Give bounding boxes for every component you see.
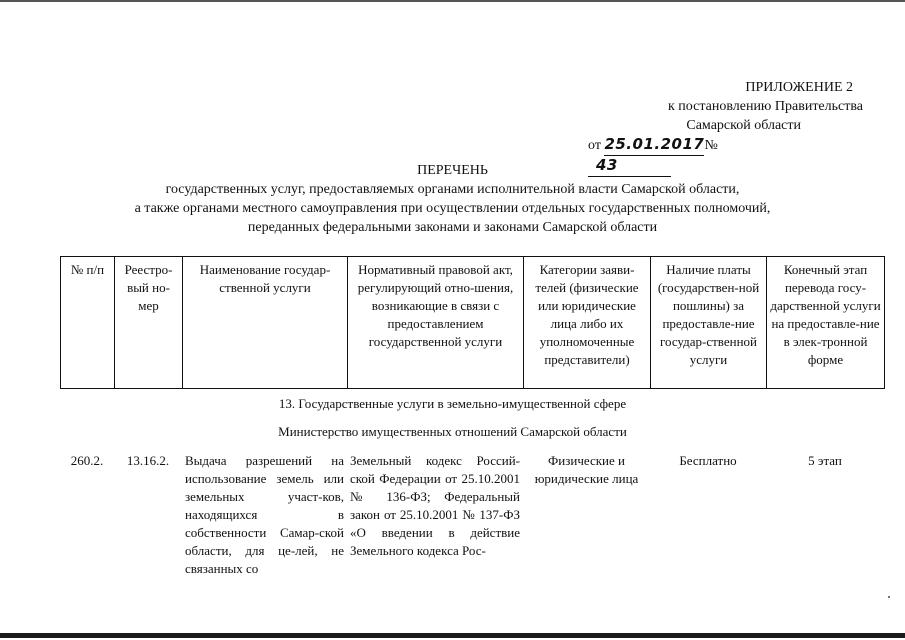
document-heading (0, 161, 905, 237)
appendix-title: ПРИЛОЖЕНИЕ 2 (745, 80, 853, 95)
header-cell-category: Категории заяви-телей (физические или юридические лица либо их уполномоченные представители) (524, 257, 651, 389)
ministry-title: Министерство имущественных отношений Самарской области (278, 424, 627, 439)
bottom-border (0, 633, 905, 638)
row-payment: Бесплатно (679, 453, 737, 468)
header-cell-stage: Конечный этап перевода госу-дарственной услуги на предоставле-ние в элек-тронной форме (767, 257, 885, 389)
header-cell-act: Нормативный правовой акт, регулирующий отно-шения, возникающие в связи с предоставлением государственной услуги (348, 257, 524, 389)
header-cell-registry: Реестро-вый но-мер (115, 257, 183, 389)
header-cell-name: Наименование государ-ственной услуги (183, 257, 348, 389)
from-label: от (588, 138, 601, 153)
appendix-block (563, 78, 863, 174)
appendix-line1: к постановлению Правительства (667, 99, 863, 114)
row-legal-act: Земельный кодекс Россий-ской Федерации от 25.10.2001 № 136-ФЗ; Федеральный закон от 25.10.2001 № 137-ФЗ «О введении в действие Земельного кодекса Рос- (350, 453, 520, 558)
header-cell-payment: Наличие платы (государствен-ной пошлины) за предоставле-ние государ-ственной услуги (651, 257, 767, 389)
handwritten-date: 25.01.2017 (604, 135, 705, 153)
number-label: № (704, 138, 718, 153)
table-header (60, 256, 885, 389)
scan-speck (888, 596, 890, 598)
row-num: 260.2. (70, 453, 104, 468)
top-border (0, 0, 905, 2)
services-table (60, 452, 884, 578)
header-row (61, 257, 885, 389)
appendix-date-line (563, 135, 863, 174)
heading-title: ПЕРЕЧЕНЬ (417, 163, 488, 178)
heading-line1: государственных услуг, предоставляемых органами исполнительной власти Самарской области, (165, 182, 740, 197)
heading-line3: переданных федеральными законами и законами Самарской области (247, 220, 658, 235)
row-category: Физические и юридические лица (534, 453, 639, 486)
row-registry: 13.16.2. (126, 453, 170, 468)
section-title: 13. Государственные услуги в земельно-имущественной сфере (278, 396, 627, 411)
appendix-line2: Самарской области (686, 118, 801, 133)
header-cell-num: № п/п (61, 257, 115, 389)
row-stage: 5 этап (808, 453, 842, 468)
heading-line2: а также органами местного самоуправления при осуществлении отдельных государственных полномочий, (134, 201, 771, 216)
row-service-name: Выдача разрешений на использование земель или земельных участ-ков, находящихся в собственности Самар-ской области, для це-лей, не связанных со (185, 453, 344, 576)
table-row (60, 452, 884, 578)
handwritten-number: 43 (596, 156, 618, 174)
